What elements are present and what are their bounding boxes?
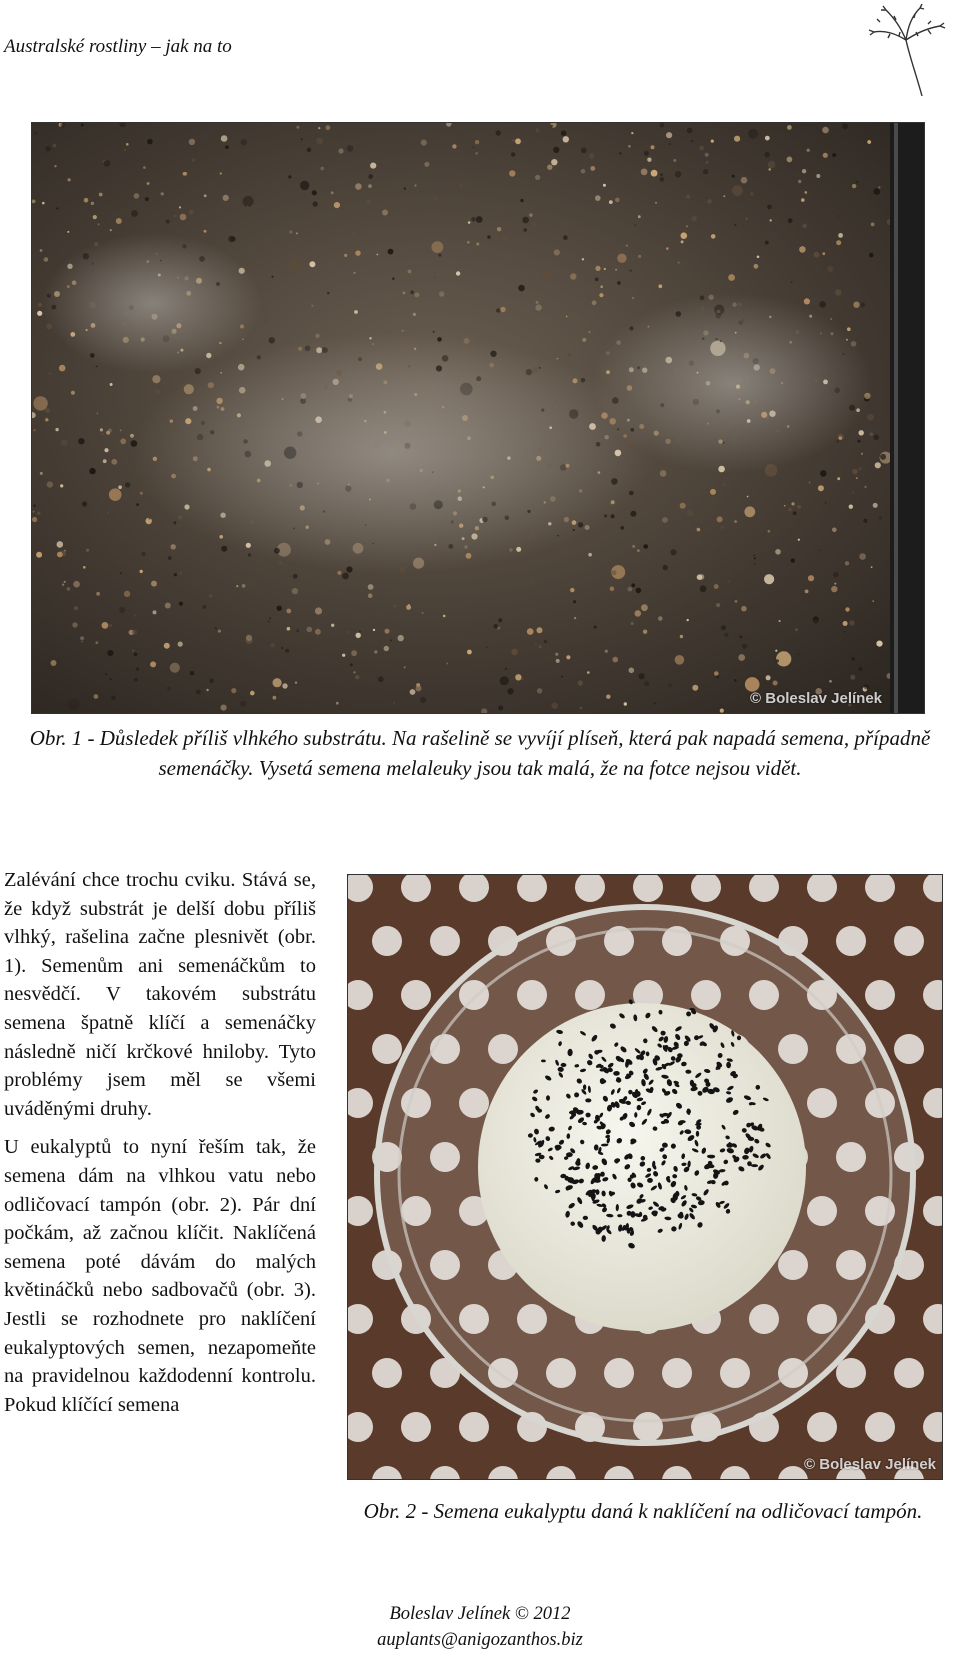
footer-author: Boleslav Jelínek © 2012 (389, 1604, 571, 1624)
header-title: Australské rostliny – jak na to (4, 36, 232, 57)
footer (300, 1601, 660, 1653)
photo-eucalyptus-seeds (347, 874, 943, 1480)
photo-moldy-substrate (31, 122, 925, 714)
body-text (4, 866, 316, 1429)
watermark-text: © Boleslav Jelínek (804, 1456, 936, 1473)
footer-email[interactable]: auplants@anigozanthos.biz (377, 1630, 583, 1650)
paragraph-eucalyptus: U eukalyptů to nyní řeším tak, že semena dám na vlhkou vatu nebo odličovací tampón (obr. 2). Pár dní počkám, až začnou klíčit. Naklíčená semena poté dávám do malých květináčků nebo sadbovačů (obr. 3). Jestli se rozhodnete pro naklíčení eukalyptových semen, nezapomeňte na pravidelnou každodenní kontrolu. Pokud klíčící semena (4, 1136, 316, 1416)
paragraph-watering: Zalévání chce trochu cviku. Stává se, že když substrát je delší dobu příliš vlhký, rašelina začne plesnivět (obr. 1). Semenům ani semenáčkům to nesvědčí. V takovém substrátu semena špatně klíčí a semenáčky následně ničí krčkové hniloby. Tyto problémy jsem měl se všemi uváděnými druhy. (4, 869, 316, 1120)
kangaroo-paw-flower-icon (866, 4, 946, 100)
figure1-caption: Obr. 1 - Důsledek příliš vlhkého substrátu. Na rašelině se vyvíjí plíseň, která pak napadá semena, případně semenáčky. Vysetá semena melaleuky jsou tak malá, že na fotce nejsou vidět. (29, 726, 931, 780)
figure2-caption: Obr. 2 - Semena eukalyptu daná k naklíčení na odličovací tampón. (363, 1499, 923, 1523)
watermark-text: © Boleslav Jelínek (750, 690, 882, 707)
